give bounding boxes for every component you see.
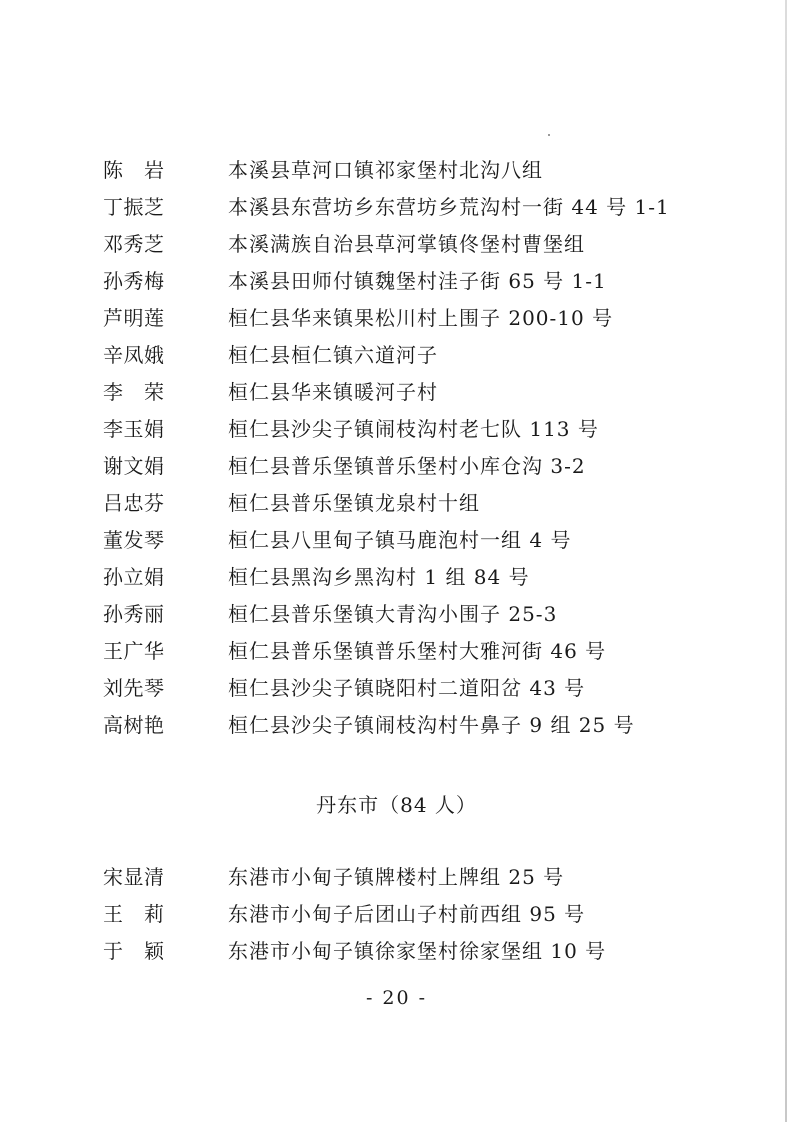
person-address: 桓仁县华来镇果松川村上围子 200-10 号 xyxy=(228,306,614,330)
person-name: 陈 岩 xyxy=(103,158,165,182)
person-name: 丁振芝 xyxy=(103,195,165,219)
list-item xyxy=(0,633,793,670)
list-item xyxy=(0,411,793,448)
page-number: - 20 - xyxy=(365,987,428,1009)
person-address: 东港市小甸子镇徐家堡村徐家堡组 10 号 xyxy=(228,939,607,963)
list-item xyxy=(0,670,793,707)
person-address: 桓仁县普乐堡镇普乐堡村大雅河街 46 号 xyxy=(228,639,607,663)
person-name: 辛凤娥 xyxy=(103,343,165,367)
scan-edge-line xyxy=(785,0,787,1122)
person-name: 谢文娟 xyxy=(103,454,165,478)
person-name: 李玉娟 xyxy=(103,417,165,441)
list-item xyxy=(0,189,793,226)
person-name: 于 颖 xyxy=(103,939,165,963)
person-address: 桓仁县八里甸子镇马鹿泡村一组 4 号 xyxy=(228,528,572,552)
person-address: 桓仁县普乐堡镇大青沟小围子 25-3 xyxy=(228,602,558,626)
list-item xyxy=(0,152,793,189)
person-name: 刘先琴 xyxy=(103,676,165,700)
list-item xyxy=(0,448,793,485)
list-item xyxy=(0,374,793,411)
list-item xyxy=(0,559,793,596)
person-address: 东港市小甸子后团山子村前西组 95 号 xyxy=(228,902,586,926)
person-name: 孙秀丽 xyxy=(103,602,165,626)
section-heading-dandong: 丹东市（84 人） xyxy=(316,793,477,817)
person-address: 桓仁县普乐堡镇龙泉村十组 xyxy=(228,491,480,515)
list-item xyxy=(0,263,793,300)
person-address: 东港市小甸子镇牌楼村上牌组 25 号 xyxy=(228,865,565,889)
list-item xyxy=(0,300,793,337)
person-name: 吕忠芬 xyxy=(103,491,165,515)
person-name: 王 莉 xyxy=(103,902,165,926)
person-address: 本溪县田师付镇魏堡村洼子街 65 号 1-1 xyxy=(228,269,607,293)
person-address: 桓仁县沙尖子镇闹枝沟村牛鼻子 9 组 25 号 xyxy=(228,713,635,737)
person-address: 本溪满族自治县草河掌镇佟堡村曹堡组 xyxy=(228,232,585,256)
person-name: 高树艳 xyxy=(103,713,165,737)
person-address: 桓仁县沙尖子镇晓阳村二道阳岔 43 号 xyxy=(228,676,586,700)
list-item xyxy=(0,859,793,896)
person-name: 邓秀芝 xyxy=(103,232,165,256)
list-item xyxy=(0,522,793,559)
list-item xyxy=(0,596,793,633)
person-name: 宋显清 xyxy=(103,865,165,889)
person-address: 桓仁县黑沟乡黑沟村 1 组 84 号 xyxy=(228,565,530,589)
person-address: 桓仁县桓仁镇六道河子 xyxy=(228,343,438,367)
list-item xyxy=(0,226,793,263)
list-item xyxy=(0,896,793,933)
person-name: 芦明莲 xyxy=(103,306,165,330)
person-address: 本溪县东营坊乡东营坊乡荒沟村一街 44 号 1-1 xyxy=(228,195,670,219)
person-name: 王广华 xyxy=(103,639,165,663)
person-address: 桓仁县沙尖子镇闹枝沟村老七队 113 号 xyxy=(228,417,599,441)
scan-speck xyxy=(548,134,550,136)
person-name: 董发琴 xyxy=(103,528,165,552)
person-address: 桓仁县普乐堡镇普乐堡村小库仓沟 3-2 xyxy=(228,454,586,478)
person-address: 本溪县草河口镇祁家堡村北沟八组 xyxy=(228,158,543,182)
list-item xyxy=(0,707,793,744)
person-name: 孙秀梅 xyxy=(103,269,165,293)
person-address: 桓仁县华来镇暖河子村 xyxy=(228,380,438,404)
list-item xyxy=(0,337,793,374)
list-item xyxy=(0,933,793,970)
list-item xyxy=(0,485,793,522)
person-name: 李 荣 xyxy=(103,380,165,404)
person-name: 孙立娟 xyxy=(103,565,165,589)
